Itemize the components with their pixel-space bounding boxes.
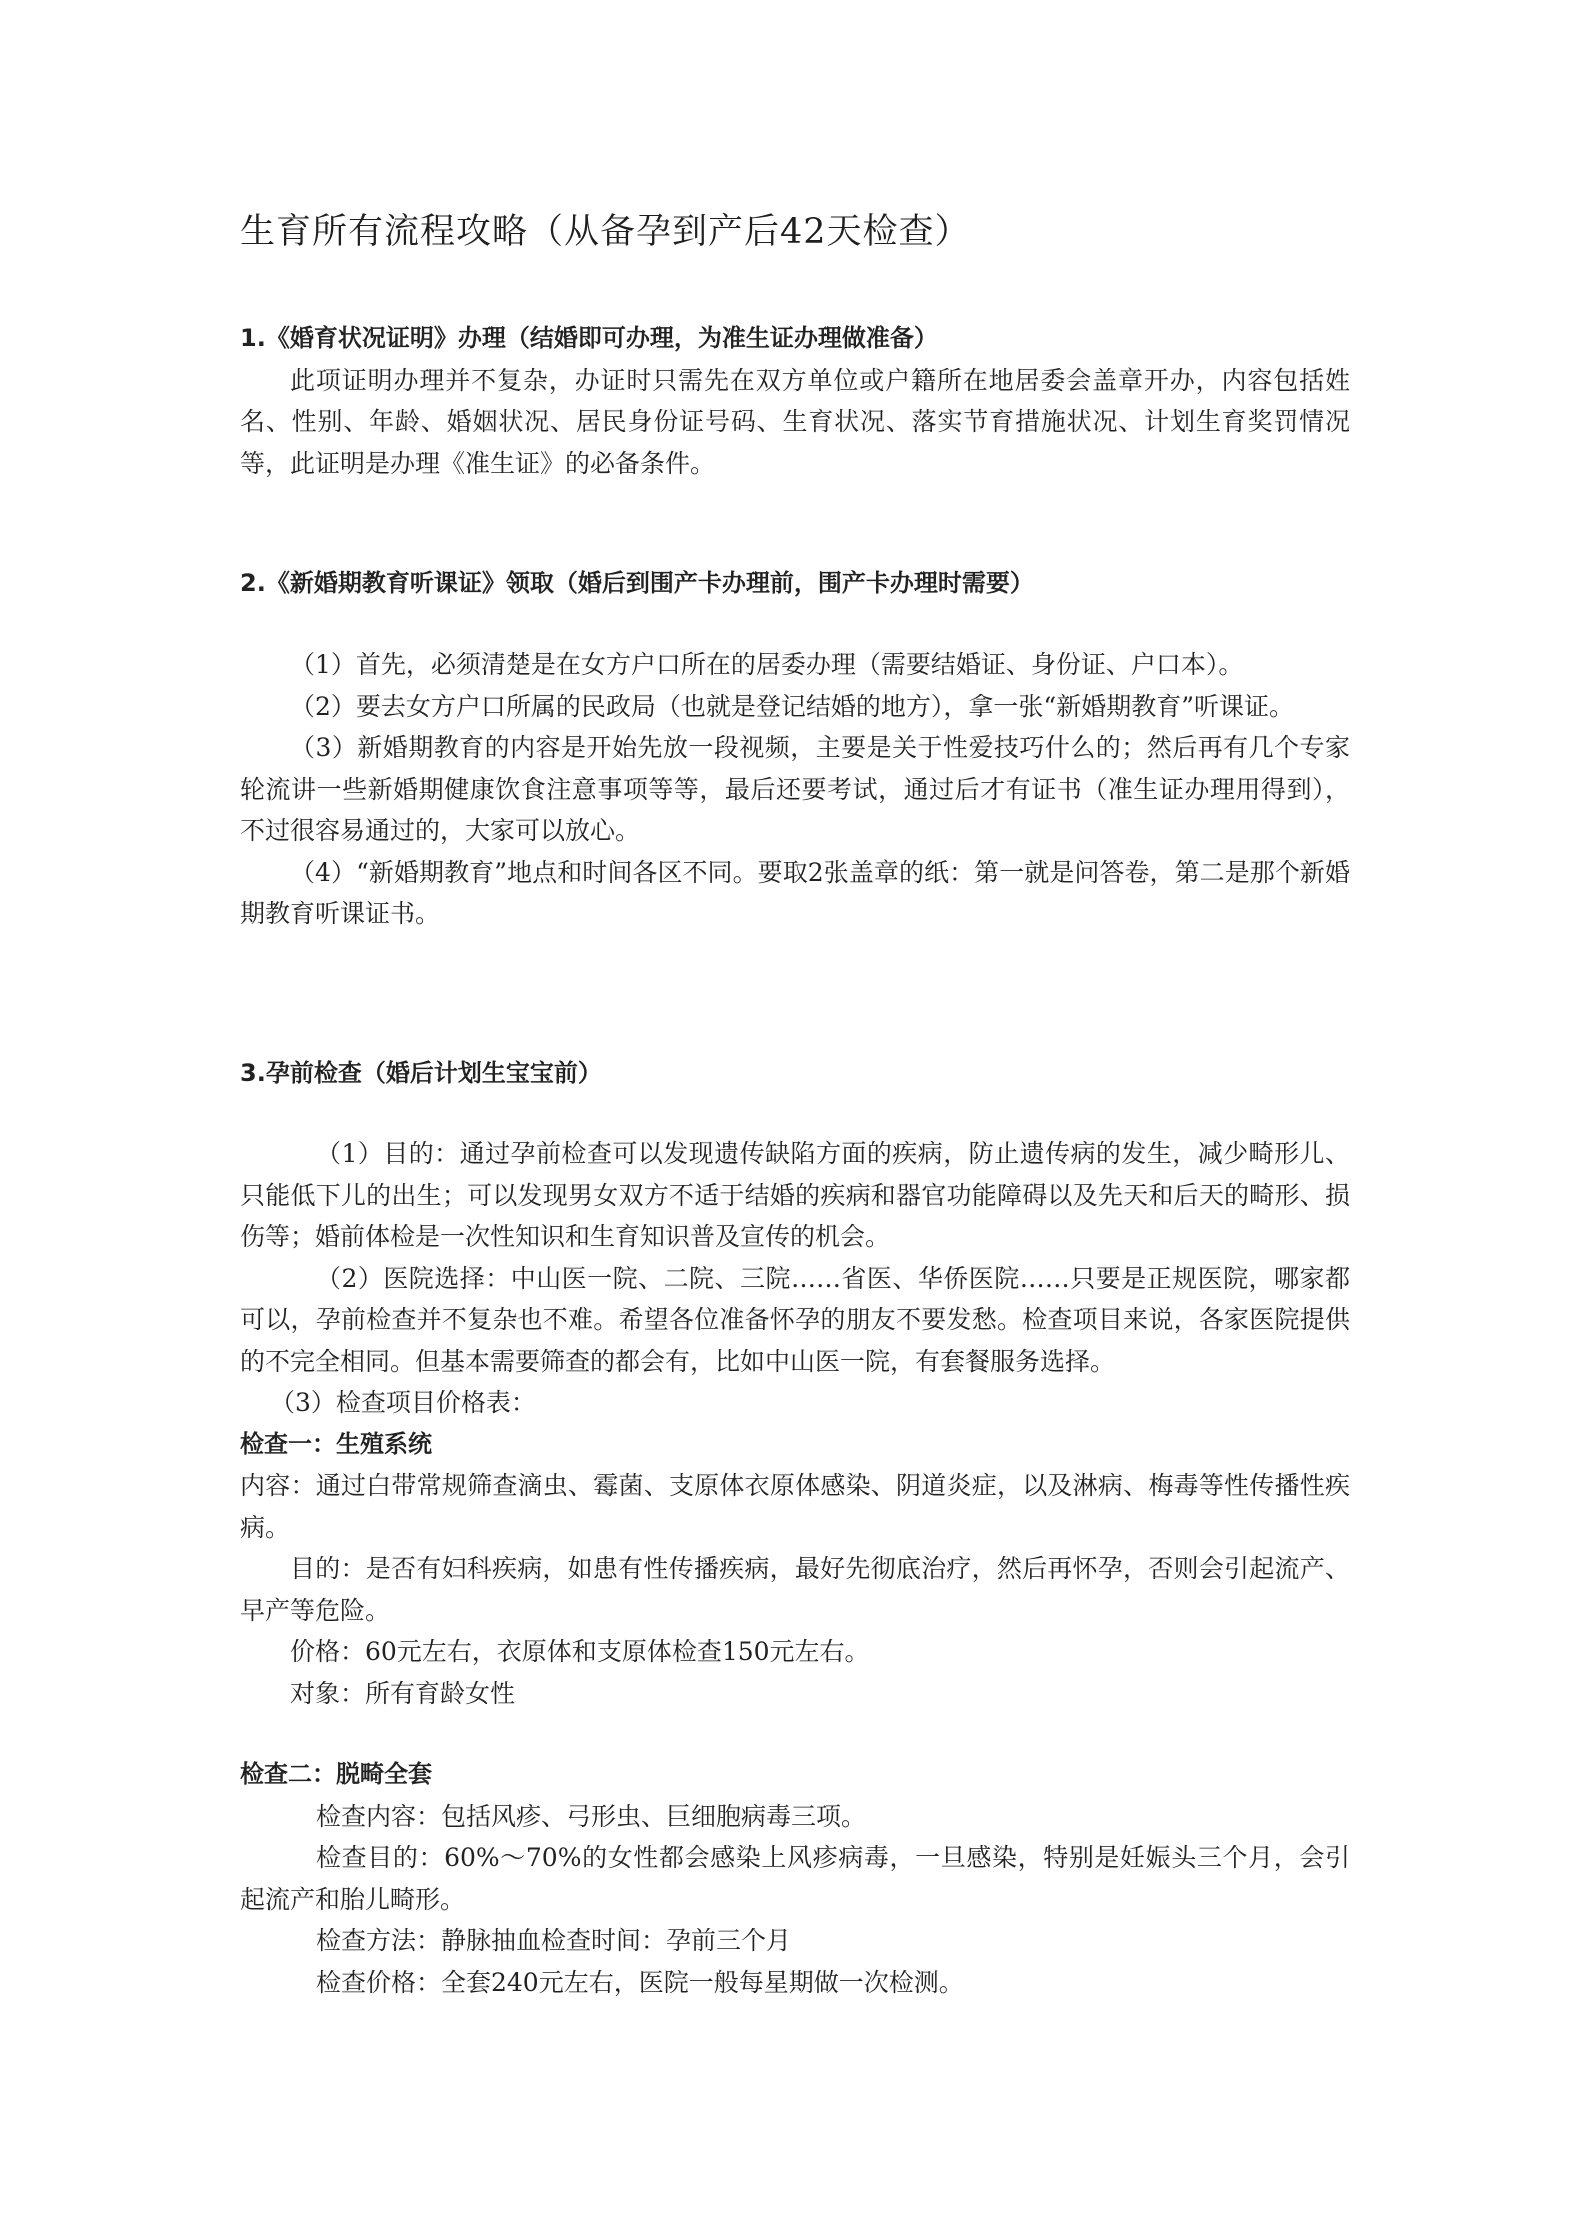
section-3-items [240,1133,1350,1714]
section-2-heading: 2.《新婚期教育听课证》领取（婚后到围产卡办理前，围产卡办理时需要） [240,569,1034,597]
section-1-body: 此项证明办理并不复杂，办证时只需先在双方单位或户籍所在地居委会盖章开办，内容包括姓名、性别、年龄、婚姻状况、居民身份证号码、生育状况、落实节育措施状况、计划生育奖罚情况等，此证明是办理《准生证》的必备条件。 [240,365,1350,478]
section-2 [240,563,1350,605]
check-1-purpose: 目的：是否有妇科疾病，如患有性传播疾病，最好先彻底治疗，然后再怀孕，否则会引起流产、早产等危险。 [240,1554,1350,1625]
check-1-price: 价格：60元左右，衣原体和支原体检查150元左右。 [290,1637,870,1666]
check-2-method: 检查方法：静脉抽血检查时间：孕前三个月 [316,1926,792,1955]
check-1-content: 内容：通过白带常规筛查滴虫、霉菌、支原体衣原体感染、阴道炎症，以及淋病、梅毒等性传播性疾病。 [240,1471,1350,1542]
section-2-item-4: （4）“新婚期教育”地点和时间各区不同。要取2张盖章的纸：第一就是问答卷，第二是那个新婚期教育听课证书。 [240,857,1350,928]
section-2-items [240,644,1350,935]
section-3-heading: 3.孕前检查（婚后计划生宝宝前） [240,1059,602,1087]
section-1 [240,318,1350,484]
check-2 [240,1754,1350,2003]
section-2-item-1: （1）首先，必须清楚是在女方户口所在的居委办理（需要结婚证、身份证、户口本）。 [290,650,1244,679]
check-1-title: 检查一：生殖系统 [240,1429,432,1458]
section-3-item-1: （1）目的：通过孕前检查可以发现遗传缺陷方面的疾病，防止遗传病的发生，减少畸形儿、只能低下儿的出生；可以发现男女双方不适于结婚的疾病和器官功能障碍以及先天和后天的畸形、损伤等；婚前体检是一次性知识和生育知识普及宣传的机会。 [240,1139,1350,1251]
check-2-price: 检查价格：全套240元左右，医院一般每星期做一次检测。 [316,1967,964,1997]
check-1-target: 对象：所有育龄女性 [290,1678,516,1708]
section-3-item-3: （3）检查项目价格表： [270,1388,536,1417]
page-title: 生育所有流程攻略（从备孕到产后42天检查） [240,212,971,252]
section-3 [240,1053,1350,1095]
section-1-heading: 1.《婚育状况证明》办理（结婚即可办理，为准生证办理做准备） [240,324,938,352]
section-2-item-2: （2）要去女方户口所属的民政局（也就是登记结婚的地方），拿一张“新婚期教育”听课证。 [290,691,1294,721]
check-2-title: 检查二：脱畸全套 [240,1760,432,1788]
section-2-item-3: （3）新婚期教育的内容是开始先放一段视频，主要是关于性爱技巧什么的；然后再有几个专家轮流讲一些新婚期健康饮食注意事项等等，最后还要考试，通过后才有证书（准生证办理用得到），不过很容易通过的，大家可以放心。 [240,733,1350,845]
check-2-purpose: 检查目的：60%～70%的女性都会感染上风疹病毒，一旦感染，特别是妊娠头三个月，会引起流产和胎儿畸形。 [240,1843,1350,1914]
check-2-content: 检查内容：包括风疹、弓形虫、巨细胞病毒三项。 [316,1801,867,1831]
section-3-item-2: （2）医院选择：中山医一院、二院、三院……省医、华侨医院……只要是正规医院，哪家都可以，孕前检查并不复杂也不难。希望各位准备怀孕的朋友不要发愁。检查项目来说，各家医院提供的不完全相同。但基本需要筛查的都会有，比如中山医一院，有套餐服务选择。 [240,1263,1350,1376]
